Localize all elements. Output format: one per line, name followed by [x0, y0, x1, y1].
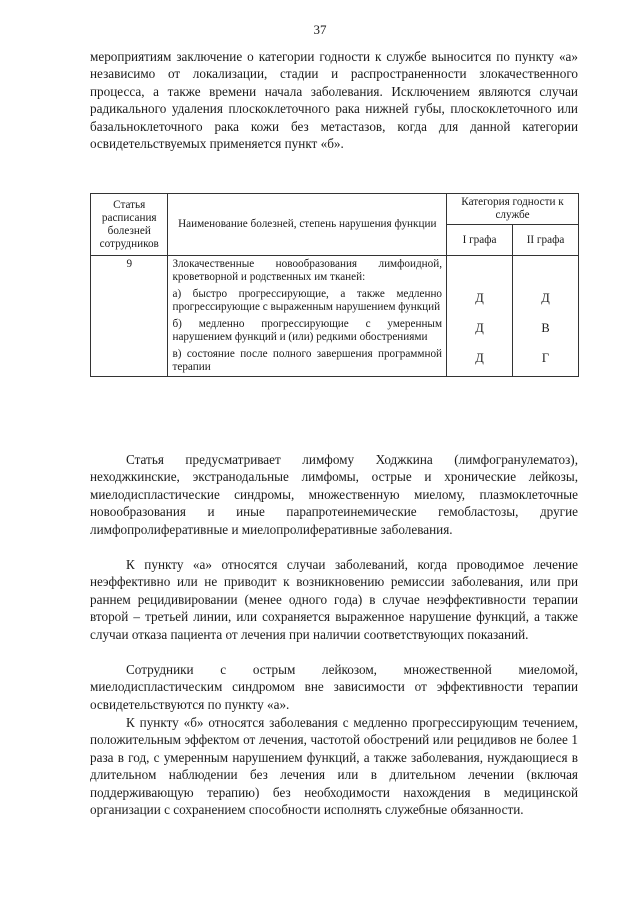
- header-disease-name: Наименование болезней, степень нарушения функции: [168, 194, 447, 256]
- empty-cell: [513, 256, 579, 287]
- row-b-graph-1: Д: [447, 316, 513, 346]
- row-c-graph-1: Д: [447, 346, 513, 377]
- header-graph-1: I графа: [447, 225, 513, 256]
- row-a-graph-2: Д: [513, 286, 579, 316]
- paragraph-point-a: К пункту «а» относятся случаи заболеваний, когда проводимое лечение неэффективно или не приводит к возникновению ремиссии заболевания, или при раннем рецидивировании (менее одного года) в случае неэффективности терапии второй – третьей линии, или сохраняется выраженное нарушение функций, а также случаи отказа пациента от лечения при наличии соответствующих показаний.: [90, 557, 578, 642]
- header-article: Статья расписания болезней сотрудников: [91, 194, 168, 256]
- empty-cell: [91, 346, 168, 377]
- table-row: [91, 286, 579, 316]
- row-a-text: а) быстро прогрессирующие, а также медленно прогрессирующие с выраженным нарушением функций: [168, 286, 447, 316]
- article-number: 9: [91, 256, 168, 287]
- paragraph-scope: Статья предусматривает лимфому Ходжкина (лимфогранулематоз), неходжкинские, экстранодальные лимфомы, острые и хронические лейкозы, миелодиспластические синдромы, множественную миелому, плазмоклеточные новообразования и иные парапротеинемические гемобластозы, другие лимфопролиферативные и миелопролиферативные заболевания.: [90, 452, 578, 537]
- row-a-graph-1: Д: [447, 286, 513, 316]
- row-c-text: в) состояние после полного завершения программной терапии: [168, 346, 447, 377]
- disease-intro: Злокачественные новообразования лимфоидной, кроветворной и родственных им тканей:: [168, 256, 447, 287]
- page-number: 37: [313, 22, 327, 37]
- paragraph-point-b: К пункту «б» относятся заболевания с медленно прогрессирующим течением, положительным эффектом от лечения, частотой обострений или рецидивов не более 1 раза в год, с умеренным нарушением функций, а также заболевания, нуждающиеся в длительном наблюдении без лечения или в длительном лечении (включая поддерживающую терапию) без необходимости нахождения в медицинской организации с сохранением способности исполнять служебные обязанности.: [90, 715, 578, 818]
- row-c-graph-2: Г: [513, 346, 579, 377]
- paragraph-acute-leukemia: Сотрудники с острым лейкозом, множественной миеломой, миелодиспластическим синдромом вне зависимости от эффективности терапии освидетельствуются по пункту «а».: [90, 662, 578, 712]
- row-b-text: б) медленно прогрессирующие с умеренным нарушением функций и (или) редкими обострениями: [168, 316, 447, 346]
- disease-category-table: [90, 193, 579, 377]
- header-category: Категория годности к службе: [447, 194, 579, 225]
- empty-cell: [91, 316, 168, 346]
- table-row: [91, 346, 579, 377]
- intro-paragraph: мероприятиям заключение о категории годности к службе выносится по пункту «а» независимо от локализации, стадии и распространенности злокачественного процесса, а также времени начала заболевания. Исключением являются случаи радикального удаления плоскоклеточного рака нижней губы, плоскоклеточного или базальноклеточного рака кожи без метастазов, когда для данной категории освидетельствуемых применяется пункт «б».: [90, 49, 578, 152]
- header-graph-2: II графа: [513, 225, 579, 256]
- table-row: [91, 256, 579, 287]
- table-row: [91, 316, 579, 346]
- row-b-graph-2: В: [513, 316, 579, 346]
- empty-cell: [91, 286, 168, 316]
- empty-cell: [447, 256, 513, 287]
- table-header-row: [91, 194, 579, 225]
